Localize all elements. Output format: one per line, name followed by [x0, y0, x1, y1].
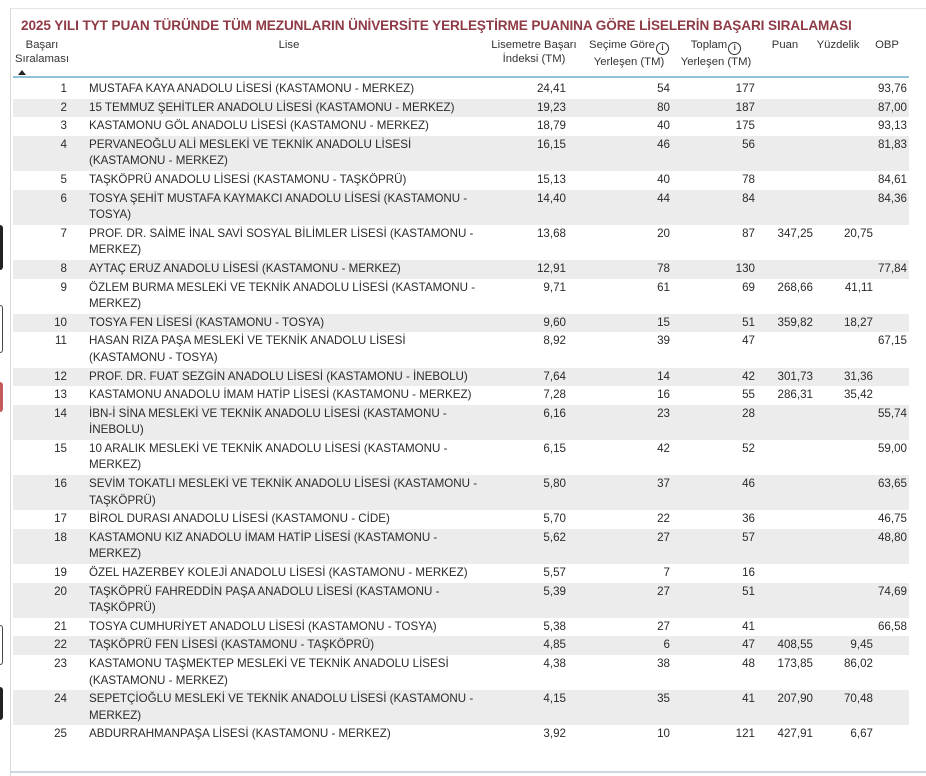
cell-choice: 27	[657, 619, 670, 633]
cell-school: PERVANEOĞLU ALİ MESLEKİ VE TEKNİK ANADOLU LİSESİ (KASTAMONU - MERKEZ)	[89, 137, 412, 168]
cell-score: 268,66	[777, 280, 813, 294]
cell-obp: 77,84	[877, 261, 907, 275]
cell-school: TAŞKÖPRÜ FAHREDDİN PAŞA ANADOLU LİSESİ (KASTAMONU - TAŞKÖPRÜ)	[89, 584, 440, 615]
cell-percentile: 35,42	[843, 388, 873, 402]
cell-index: 4,15	[543, 692, 566, 706]
cell-total: 175	[735, 119, 755, 133]
cell-obp: 48,80	[877, 530, 907, 544]
cell-rank: 10	[54, 315, 67, 329]
header-rank-line2: Sıralaması	[15, 53, 69, 65]
cell-school: KASTAMONU GÖL ANADOLU LİSESİ (KASTAMONU - MERKEZ)	[89, 119, 429, 133]
cell-rank: 25	[54, 727, 67, 741]
cell-choice: 23	[657, 406, 670, 420]
header-score-label: Puan	[771, 39, 799, 51]
cell-score: 408,55	[777, 638, 813, 652]
cell-index: 3,92	[543, 727, 566, 741]
edge-control-red	[0, 382, 3, 412]
cell-index: 13,68	[536, 226, 566, 240]
header-obp[interactable]	[870, 38, 904, 52]
cell-score: 347,25	[777, 226, 813, 240]
cell-choice: 6	[663, 638, 670, 652]
cell-rank: 2	[60, 100, 67, 114]
cell-school: TAŞKÖPRÜ FEN LİSESİ (KASTAMONU - TAŞKÖPRÜ)	[89, 638, 375, 652]
cell-school: AYTAÇ ERUZ ANADOLU LİSESİ (KASTAMONU - MERKEZ)	[89, 261, 401, 275]
cell-index: 24,41	[536, 82, 566, 95]
table-row[interactable]	[13, 260, 909, 279]
cell-choice: 80	[657, 100, 670, 114]
header-index[interactable]	[490, 38, 578, 66]
cell-school: ABDURRAHMANPAŞA LİSESİ (KASTAMONU - MERKEZ)	[89, 727, 391, 741]
cell-total: 47	[742, 638, 755, 652]
table-row[interactable]	[13, 332, 909, 367]
cell-rank: 9	[60, 280, 67, 294]
header-score[interactable]	[765, 38, 805, 52]
cell-total: 187	[735, 100, 755, 114]
header-total[interactable]	[675, 38, 757, 69]
table-row[interactable]	[13, 636, 909, 655]
cell-score: 301,73	[777, 369, 813, 383]
cell-choice: 10	[657, 727, 670, 741]
cell-choice: 54	[657, 82, 670, 95]
cell-rank: 8	[60, 261, 67, 275]
cell-choice: 27	[657, 584, 670, 598]
cell-school: PROF. DR. FUAT SEZGİN ANADOLU LİSESİ (KASTAMONU - İNEBOLU)	[89, 369, 468, 383]
cell-choice: 35	[657, 692, 670, 706]
table-row[interactable]	[13, 618, 909, 637]
cell-total: 55	[742, 388, 755, 402]
header-choice-line1: Seçime Göre	[589, 39, 655, 51]
cell-rank: 5	[60, 172, 67, 186]
cell-total: 69	[742, 280, 755, 294]
cell-obp: 93,76	[877, 82, 907, 95]
table-row[interactable]	[13, 475, 909, 510]
cell-obp: 87,00	[877, 100, 907, 114]
cell-choice: 7	[663, 566, 670, 580]
cell-obp: 84,61	[877, 172, 907, 186]
info-icon[interactable]: i	[656, 42, 669, 55]
cell-obp: 67,15	[877, 334, 907, 348]
cell-choice: 16	[657, 388, 670, 402]
cell-index: 18,79	[536, 119, 566, 133]
cell-index: 16,15	[536, 137, 566, 151]
cell-index: 12,91	[536, 261, 566, 275]
cell-total: 130	[735, 261, 755, 275]
table-row[interactable]	[13, 405, 909, 440]
header-rank[interactable]	[13, 38, 71, 66]
cell-choice: 46	[657, 137, 670, 151]
cell-total: 36	[742, 512, 755, 526]
visual-title: 2025 YILI TYT PUAN TÜRÜNDE TÜM MEZUNLARIN ÜNİVERSİTE YERLEŞTİRME PUANINA GÖRE LİSELERİN BAŞARI SIRALAMASI	[21, 18, 852, 33]
cell-rank: 7	[60, 226, 67, 240]
edge-control-dark	[0, 225, 3, 270]
cell-index: 5,70	[543, 512, 566, 526]
table-row[interactable]	[13, 368, 909, 387]
cell-obp: 66,58	[877, 619, 907, 633]
cell-index: 4,38	[543, 657, 566, 670]
cell-total: 42	[742, 369, 755, 383]
cell-percentile: 31,36	[843, 369, 873, 383]
cell-school: TAŞKÖPRÜ ANADOLU LİSESİ (KASTAMONU - TAŞKÖPRÜ)	[89, 172, 407, 186]
cell-choice: 40	[657, 119, 670, 133]
cell-obp: 93,13	[877, 119, 907, 133]
header-school-label: Lise	[278, 39, 300, 51]
cell-rank: 4	[60, 137, 67, 151]
table-row[interactable]	[13, 510, 909, 529]
table-row[interactable]	[13, 190, 909, 225]
cell-school: 15 TEMMUZ ŞEHİTLER ANADOLU LİSESİ (KASTAMONU - MERKEZ)	[89, 100, 455, 114]
table-row[interactable]	[13, 225, 909, 260]
edge-control-dark-2	[0, 687, 3, 720]
cell-total: 46	[742, 477, 755, 491]
cell-obp: 55,74	[877, 406, 907, 420]
table-row[interactable]	[13, 583, 909, 618]
cell-total: 16	[742, 566, 755, 580]
cell-index: 4,85	[543, 638, 566, 652]
info-icon[interactable]: i	[728, 42, 741, 55]
cell-percentile: 41,11	[844, 280, 873, 294]
cell-school: PROF. DR. SAİME İNAL SAVİ SOSYAL BİLİMLER LİSESİ (KASTAMONU - MERKEZ)	[89, 226, 474, 257]
cell-rank: 15	[54, 441, 67, 455]
cell-percentile: 9,45	[850, 638, 873, 652]
cell-choice: 14	[657, 369, 670, 383]
cell-total: 51	[742, 584, 755, 598]
cell-percentile: 70,48	[843, 692, 873, 706]
cell-rank: 18	[54, 530, 67, 544]
edge-control-outline	[0, 305, 3, 353]
table-row[interactable]	[13, 314, 909, 333]
cell-total: 47	[742, 334, 755, 348]
edge-control-outline-2	[0, 625, 3, 665]
cell-rank: 12	[54, 369, 67, 383]
cell-total: 41	[742, 619, 755, 633]
table-row[interactable]	[13, 655, 909, 690]
cell-index: 9,60	[543, 315, 566, 329]
left-edge-strip	[0, 0, 9, 776]
cell-index: 5,57	[543, 566, 566, 580]
cell-index: 5,62	[543, 530, 566, 544]
cell-rank: 6	[60, 191, 67, 205]
cell-percentile: 6,67	[850, 727, 873, 741]
cell-rank: 1	[60, 82, 67, 95]
table-row[interactable]	[13, 440, 909, 475]
cell-index: 8,92	[543, 334, 566, 348]
table-row[interactable]	[13, 99, 909, 118]
cell-obp: 46,75	[877, 512, 907, 526]
table-body	[13, 80, 909, 744]
cell-rank: 13	[54, 388, 67, 402]
header-choice-line2: Yerleşen (TM)	[593, 56, 665, 68]
cell-percentile: 20,75	[843, 226, 873, 240]
header-school[interactable]	[89, 38, 489, 52]
header-rank-line1: Başarı	[25, 39, 59, 51]
cell-obp: 59,00	[877, 441, 907, 455]
table-row[interactable]	[13, 386, 909, 405]
cell-total: 48	[742, 657, 755, 670]
cell-score: 427,91	[777, 727, 813, 741]
cell-school: ÖZEL HAZERBEY KOLEJİ ANADOLU LİSESİ (KASTAMONU - MERKEZ)	[89, 566, 468, 580]
cell-total: 51	[742, 315, 755, 329]
cell-total: 28	[742, 406, 755, 420]
cell-rank: 21	[54, 619, 67, 633]
cell-rank: 11	[54, 334, 67, 348]
cell-total: 84	[742, 191, 755, 205]
cell-index: 15,13	[536, 172, 566, 186]
cell-score: 359,82	[777, 315, 813, 329]
cell-score: 207,90	[777, 692, 813, 706]
cell-total: 177	[735, 82, 755, 95]
header-percentile-label: Yüzdelik	[816, 39, 860, 51]
cell-rank: 3	[60, 119, 67, 133]
cell-percentile: 18,27	[843, 315, 873, 329]
cell-total: 57	[742, 530, 755, 544]
cell-choice: 44	[657, 191, 670, 205]
header-index-line1: Lisemetre Başarı	[491, 39, 577, 51]
cell-rank: 20	[54, 584, 67, 598]
cell-obp: 74,69	[877, 584, 907, 598]
header-index-line2: İndeksi (TM)	[502, 53, 566, 65]
header-choice[interactable]	[583, 38, 675, 69]
cell-school: ÖZLEM BURMA MESLEKİ VE TEKNİK ANADOLU LİSESİ (KASTAMONU - MERKEZ)	[89, 280, 476, 311]
cell-rank: 23	[54, 657, 67, 670]
cell-school: MUSTAFA KAYA ANADOLU LİSESİ (KASTAMONU - MERKEZ)	[89, 82, 415, 95]
cell-choice: 27	[657, 530, 670, 544]
cell-choice: 40	[657, 172, 670, 186]
cell-percentile: 86,02	[843, 657, 873, 670]
cell-total: 121	[735, 727, 755, 741]
cell-school: SEVİM TOKATLI MESLEKİ VE TEKNİK ANADOLU LİSESİ (KASTAMONU - TAŞKÖPRÜ)	[89, 477, 478, 507]
cell-school: KASTAMONU KIZ ANADOLU İMAM HATİP LİSESİ (KASTAMONU - MERKEZ)	[89, 530, 438, 561]
cell-school: TOSYA ŞEHİT MUSTAFA KAYMAKCI ANADOLU LİSESİ (KASTAMONU - TOSYA)	[89, 191, 468, 222]
cell-obp: 81,83	[877, 137, 907, 151]
cell-choice: 61	[657, 280, 670, 294]
table-row[interactable]	[13, 690, 909, 725]
cell-index: 7,64	[543, 369, 566, 383]
table-row[interactable]	[13, 529, 909, 564]
table-row[interactable]	[13, 171, 909, 190]
cell-index: 6,16	[543, 406, 566, 420]
cell-index: 19,23	[536, 100, 566, 114]
cell-choice: 42	[657, 441, 670, 455]
cell-school: TOSYA FEN LİSESİ (KASTAMONU - TOSYA)	[89, 315, 325, 329]
cell-total: 52	[742, 441, 755, 455]
cell-choice: 37	[657, 477, 670, 491]
cell-score: 286,31	[777, 388, 813, 402]
header-total-line1: Toplam	[690, 39, 728, 51]
table-row[interactable]	[13, 136, 909, 171]
cell-score: 173,85	[777, 657, 813, 670]
cell-index: 5,80	[543, 477, 566, 491]
cell-total: 78	[742, 172, 755, 186]
cell-index: 14,40	[536, 191, 566, 205]
table-row[interactable]	[13, 564, 909, 583]
cell-rank: 19	[54, 566, 67, 580]
cell-choice: 15	[657, 315, 670, 329]
cell-rank: 17	[54, 512, 67, 526]
table-bottom-border	[10, 771, 926, 773]
cell-total: 87	[742, 226, 755, 240]
table-row[interactable]	[13, 80, 909, 99]
cell-index: 5,39	[543, 584, 566, 598]
cell-rank: 16	[54, 477, 67, 491]
cell-school: TOSYA CUMHURİYET ANADOLU LİSESİ (KASTAMONU - TOSYA)	[89, 619, 437, 633]
cell-total: 56	[742, 137, 755, 151]
cell-rank: 14	[54, 406, 67, 420]
cell-school: BİROL DURASI ANADOLU LİSESİ (KASTAMONU - CİDE)	[89, 512, 390, 526]
header-obp-label: OBP	[875, 39, 899, 51]
cell-choice: 78	[657, 261, 670, 275]
cell-choice: 22	[657, 512, 670, 526]
cell-rank: 22	[54, 638, 67, 652]
cell-obp: 84,36	[877, 191, 907, 205]
cell-school: KASTAMONU ANADOLU İMAM HATİP LİSESİ (KASTAMONU - MERKEZ)	[89, 388, 472, 402]
header-total-line2: Yerleşen (TM)	[680, 56, 752, 68]
cell-rank: 24	[54, 692, 67, 706]
cell-school: KASTAMONU TAŞMEKTEP MESLEKİ VE TEKNİK ANADOLU LİSESİ (KASTAMONU - MERKEZ)	[89, 657, 449, 687]
cell-obp: 63,65	[877, 477, 907, 491]
cell-school: HASAN RIZA PAŞA MESLEKİ VE TEKNİK ANADOLU LİSESİ (KASTAMONU - TOSYA)	[89, 334, 406, 364]
cell-index: 9,71	[543, 280, 566, 294]
cell-total: 41	[742, 692, 755, 706]
cell-choice: 20	[657, 226, 670, 240]
table-row[interactable]	[13, 117, 909, 136]
cell-school: SEPETÇİOĞLU MESLEKİ VE TEKNİK ANADOLU LİSESİ (KASTAMONU - MERKEZ)	[89, 692, 474, 722]
table-header	[13, 37, 909, 78]
cell-school: 10 ARALIK MESLEKİ VE TEKNİK ANADOLU LİSESİ (KASTAMONU - MERKEZ)	[89, 441, 448, 472]
header-percentile[interactable]	[810, 38, 866, 52]
cell-choice: 39	[657, 334, 670, 348]
sort-ascending-icon[interactable]	[18, 70, 26, 75]
cell-school: İBN-İ SİNA MESLEKİ VE TEKNİK ANADOLU LİSESİ (KASTAMONU - İNEBOLU)	[89, 406, 447, 437]
table-row[interactable]	[13, 279, 909, 314]
table-row[interactable]	[13, 725, 909, 744]
cell-choice: 38	[657, 657, 670, 670]
cell-index: 5,38	[543, 619, 566, 633]
cell-index: 6,15	[543, 441, 566, 455]
cell-index: 7,28	[543, 388, 566, 402]
